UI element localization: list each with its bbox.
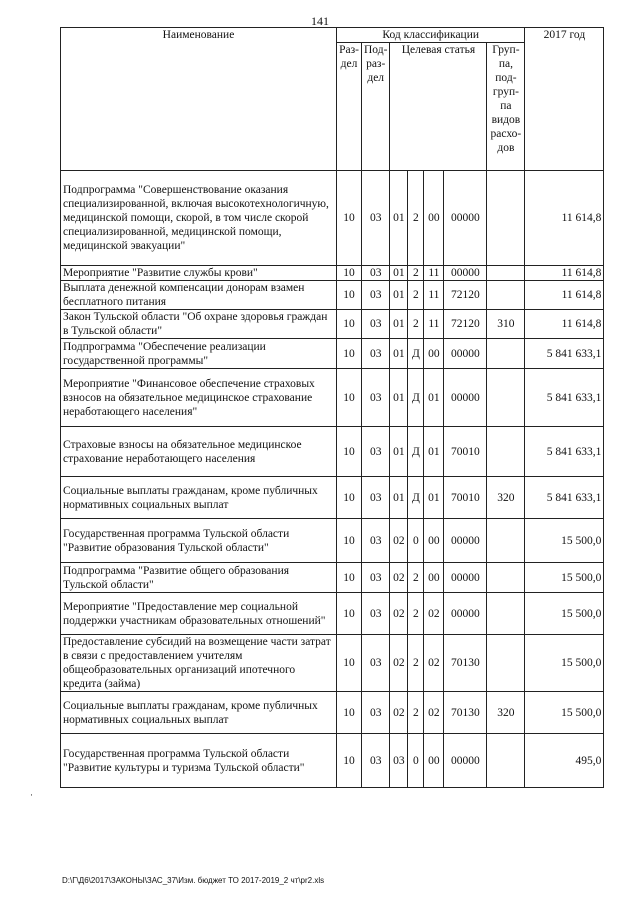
table-row <box>61 266 604 281</box>
table-row <box>61 339 604 369</box>
row-code-c4: 72120 <box>444 281 487 310</box>
table-row <box>61 563 604 593</box>
row-amount: 11 614,8 <box>525 266 604 281</box>
row-amount: 5 841 633,1 <box>525 427 604 477</box>
row-code-c1: 02 <box>390 593 408 635</box>
row-code-c3: 02 <box>424 692 444 734</box>
footer-file-path: D:\Г\Д6\2017\ЗАКОНЫ\ЗАС_37\Изм. бюджет ТО 2017-2019_2 чт\pr2.xls <box>62 876 325 885</box>
row-name: Государственная программа Тульской области "Развитие культуры и туризма Тульской области" <box>61 734 337 788</box>
table-row <box>61 171 604 266</box>
row-code-vr: 320 <box>487 692 525 734</box>
header-subsection: Под- раз- дел <box>362 43 390 171</box>
row-name: Подпрограмма "Совершенствование оказания специализированной, включая высокотехнологичную, медицинской помощи, скорой, в том числе скорой специализированной, медицинской помощи, медицинской эвакуации" <box>61 171 337 266</box>
table-row <box>61 310 604 339</box>
row-code-c3: 00 <box>424 519 444 563</box>
row-code-c1: 02 <box>390 635 408 692</box>
row-code-vr <box>487 734 525 788</box>
row-code-rz: 10 <box>337 369 362 427</box>
row-code-rz: 10 <box>337 519 362 563</box>
page-number: 141 <box>311 14 329 28</box>
row-code-c3: 11 <box>424 266 444 281</box>
table-row <box>61 477 604 519</box>
row-code-c2: 2 <box>408 171 424 266</box>
header-year: 2017 год <box>525 28 604 171</box>
row-name: Выплата денежной компенсации донорам взамен бесплатного питания <box>61 281 337 310</box>
row-code-vr <box>487 563 525 593</box>
row-amount: 15 500,0 <box>525 563 604 593</box>
row-name: Закон Тульской области "Об охране здоровья граждан в Тульской области" <box>61 310 337 339</box>
table-row <box>61 519 604 563</box>
row-code-c1: 02 <box>390 563 408 593</box>
row-code-pr: 03 <box>362 477 390 519</box>
row-code-c4: 70130 <box>444 692 487 734</box>
table-row <box>61 734 604 788</box>
table-row <box>61 427 604 477</box>
row-code-c4: 00000 <box>444 369 487 427</box>
row-code-c2: Д <box>408 427 424 477</box>
row-code-rz: 10 <box>337 635 362 692</box>
row-amount: 11 614,8 <box>525 281 604 310</box>
row-code-c2: Д <box>408 369 424 427</box>
row-code-c1: 01 <box>390 369 408 427</box>
row-code-rz: 10 <box>337 339 362 369</box>
row-code-c3: 00 <box>424 171 444 266</box>
row-code-c4: 00000 <box>444 171 487 266</box>
row-code-c1: 01 <box>390 281 408 310</box>
row-code-pr: 03 <box>362 310 390 339</box>
row-name: Социальные выплаты гражданам, кроме публичных нормативных социальных выплат <box>61 692 337 734</box>
row-code-pr: 03 <box>362 281 390 310</box>
header-expense-group: Груп- па, под- груп- па видов расхо- дов <box>487 43 525 171</box>
row-code-c4: 00000 <box>444 563 487 593</box>
row-code-c2: 0 <box>408 734 424 788</box>
row-code-rz: 10 <box>337 310 362 339</box>
row-code-c4: 70010 <box>444 427 487 477</box>
row-code-c1: 01 <box>390 477 408 519</box>
row-code-pr: 03 <box>362 171 390 266</box>
row-amount: 495,0 <box>525 734 604 788</box>
row-code-c1: 01 <box>390 310 408 339</box>
row-code-rz: 10 <box>337 266 362 281</box>
row-code-c4: 70130 <box>444 635 487 692</box>
row-code-c3: 01 <box>424 477 444 519</box>
row-code-vr <box>487 519 525 563</box>
row-code-vr <box>487 635 525 692</box>
row-code-vr: 320 <box>487 477 525 519</box>
row-code-rz: 10 <box>337 477 362 519</box>
table-row <box>61 692 604 734</box>
row-code-vr <box>487 171 525 266</box>
row-amount: 15 500,0 <box>525 593 604 635</box>
row-code-c1: 01 <box>390 266 408 281</box>
row-code-pr: 03 <box>362 519 390 563</box>
row-code-rz: 10 <box>337 692 362 734</box>
row-code-c3: 00 <box>424 339 444 369</box>
row-code-c2: 2 <box>408 635 424 692</box>
margin-mark: · <box>30 790 33 800</box>
row-code-pr: 03 <box>362 266 390 281</box>
row-code-rz: 10 <box>337 593 362 635</box>
row-code-c3: 11 <box>424 310 444 339</box>
row-code-vr <box>487 266 525 281</box>
row-code-c2: 0 <box>408 519 424 563</box>
row-code-pr: 03 <box>362 734 390 788</box>
row-amount: 11 614,8 <box>525 171 604 266</box>
row-code-c4: 00000 <box>444 593 487 635</box>
row-code-vr <box>487 369 525 427</box>
row-code-c3: 02 <box>424 593 444 635</box>
table-body <box>61 171 604 788</box>
table-row <box>61 593 604 635</box>
row-code-pr: 03 <box>362 427 390 477</box>
row-code-c4: 00000 <box>444 734 487 788</box>
row-code-vr <box>487 427 525 477</box>
row-code-c2: 2 <box>408 692 424 734</box>
row-code-vr <box>487 281 525 310</box>
row-code-c4: 00000 <box>444 266 487 281</box>
row-code-c3: 01 <box>424 369 444 427</box>
row-code-vr: 310 <box>487 310 525 339</box>
row-code-c1: 01 <box>390 427 408 477</box>
row-name: Мероприятие "Развитие службы крови" <box>61 266 337 281</box>
row-code-c3: 02 <box>424 635 444 692</box>
row-code-vr <box>487 593 525 635</box>
row-amount: 15 500,0 <box>525 635 604 692</box>
row-code-c2: Д <box>408 477 424 519</box>
row-amount: 5 841 633,1 <box>525 477 604 519</box>
row-name: Страховые взносы на обязательное медицинское страхование неработающего населения <box>61 427 337 477</box>
row-amount: 5 841 633,1 <box>525 339 604 369</box>
row-code-pr: 03 <box>362 563 390 593</box>
row-code-c4: 00000 <box>444 339 487 369</box>
row-name: Предоставление субсидий на возмещение части затрат в связи с предоставлением учителям общеобразовательных организаций ипотечного кредита (займа) <box>61 635 337 692</box>
row-code-c1: 02 <box>390 692 408 734</box>
row-code-pr: 03 <box>362 692 390 734</box>
row-code-c1: 01 <box>390 339 408 369</box>
row-code-c3: 00 <box>424 734 444 788</box>
row-code-rz: 10 <box>337 563 362 593</box>
row-code-c4: 70010 <box>444 477 487 519</box>
row-code-rz: 10 <box>337 281 362 310</box>
row-name: Государственная программа Тульской области "Развитие образования Тульской области" <box>61 519 337 563</box>
row-amount: 11 614,8 <box>525 310 604 339</box>
row-code-vr <box>487 339 525 369</box>
header-code-classification: Код классификации <box>337 28 525 43</box>
row-amount: 15 500,0 <box>525 519 604 563</box>
row-code-c1: 02 <box>390 519 408 563</box>
row-code-c2: 2 <box>408 593 424 635</box>
row-code-rz: 10 <box>337 427 362 477</box>
header-section: Раз- дел <box>337 43 362 171</box>
row-name: Подпрограмма "Обеспечение реализации государственной программы" <box>61 339 337 369</box>
row-code-c2: 2 <box>408 563 424 593</box>
row-code-c4: 72120 <box>444 310 487 339</box>
row-code-c1: 01 <box>390 171 408 266</box>
table-row <box>61 369 604 427</box>
row-code-rz: 10 <box>337 734 362 788</box>
budget-table <box>60 27 604 788</box>
row-code-c2: Д <box>408 339 424 369</box>
row-code-pr: 03 <box>362 593 390 635</box>
row-code-c1: 03 <box>390 734 408 788</box>
table-row <box>61 635 604 692</box>
row-code-c2: 2 <box>408 266 424 281</box>
row-name: Мероприятие "Предоставление мер социальной поддержки участникам образовательных отношений" <box>61 593 337 635</box>
row-name: Социальные выплаты гражданам, кроме публичных нормативных социальных выплат <box>61 477 337 519</box>
row-code-c3: 11 <box>424 281 444 310</box>
row-name: Подпрограмма "Развитие общего образования Тульской области" <box>61 563 337 593</box>
row-code-c4: 00000 <box>444 519 487 563</box>
row-name: Мероприятие "Финансовое обеспечение страховых взносов на обязательное медицинское страхование неработающего населения" <box>61 369 337 427</box>
row-amount: 5 841 633,1 <box>525 369 604 427</box>
row-amount: 15 500,0 <box>525 692 604 734</box>
row-code-c2: 2 <box>408 281 424 310</box>
row-code-c3: 01 <box>424 427 444 477</box>
row-code-pr: 03 <box>362 339 390 369</box>
row-code-c3: 00 <box>424 563 444 593</box>
header-name: Наименование <box>61 28 337 171</box>
row-code-c2: 2 <box>408 310 424 339</box>
header-target-article: Целевая статья <box>390 43 487 171</box>
table-row <box>61 281 604 310</box>
row-code-rz: 10 <box>337 171 362 266</box>
row-code-pr: 03 <box>362 369 390 427</box>
row-code-pr: 03 <box>362 635 390 692</box>
